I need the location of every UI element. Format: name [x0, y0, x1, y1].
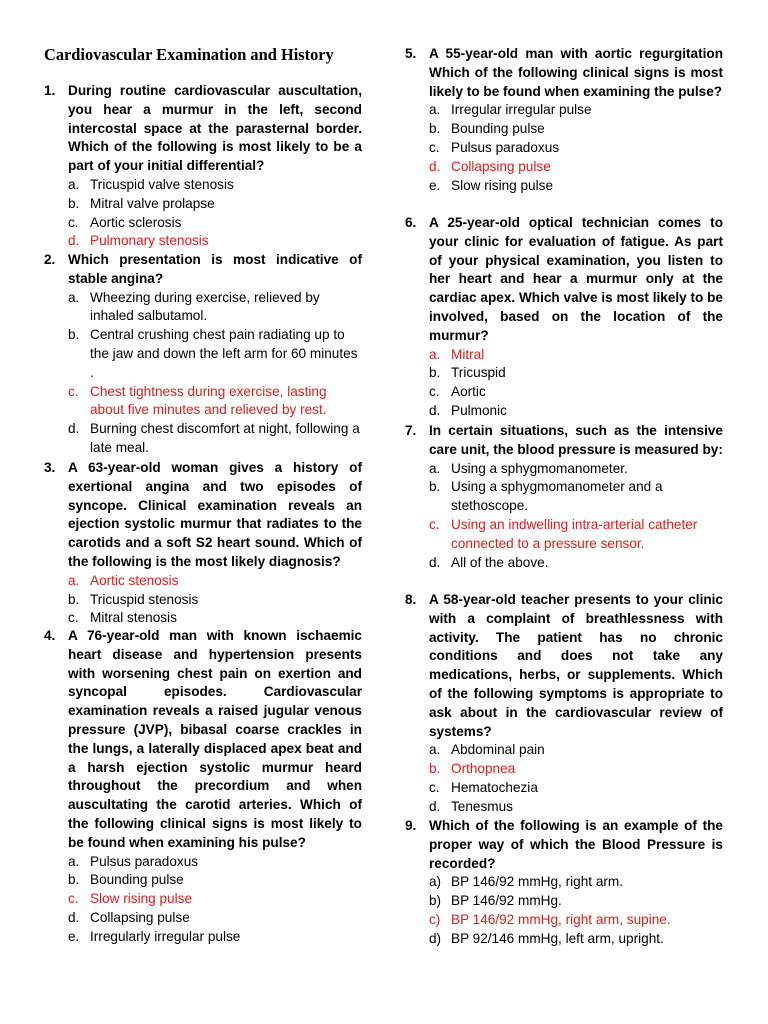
option-letter: e. [68, 928, 80, 944]
answer-option-correct [405, 346, 723, 365]
option-letter: e. [429, 177, 441, 193]
answer-option [44, 214, 362, 233]
option-text: Mitral [451, 346, 485, 362]
answer-option [405, 798, 723, 817]
option-text: BP 146/92 mmHg, right arm, supine. [451, 911, 671, 927]
option-text: Pulsus paradoxus [90, 853, 199, 869]
answer-option [405, 120, 723, 139]
answer-option-correct [405, 760, 723, 779]
answer-option [405, 554, 723, 573]
option-text: Collapsing pulse [451, 158, 551, 174]
option-letter: a. [68, 572, 80, 588]
option-text: Irregularly irregular pulse [90, 928, 241, 944]
answer-options [44, 853, 362, 947]
question-text: A 55-year-old man with aortic regurgitation Which of the following clinical signs is most likely to be found when examining the pulse? [429, 46, 723, 99]
option-text: Using a sphygmomanometer. [451, 460, 628, 476]
answer-option [44, 609, 362, 628]
question-text: A 58-year-old teacher presents to your clinic with a complaint of breathlessness with activity. The patient has no chronic conditions and does not take any medications, herbs, or supplements. Which of the following symptoms is appropriate to ask about in the cardiovascular review of systems? [429, 592, 723, 739]
question-text: During routine cardiovascular auscultation, you hear a murmur in the left, second intercostal space at the parasternal border. Which of the following is most likely to be a part of your initial differential? [68, 83, 362, 174]
answer-option [44, 928, 362, 947]
option-text: Central crushing chest pain radiating up to the jaw and down the left arm for 60 minutes . [90, 327, 358, 380]
option-letter: a. [429, 102, 441, 118]
question-8 [405, 591, 723, 817]
answer-option [405, 101, 723, 120]
option-letter: c. [68, 214, 79, 230]
option-letter: a. [68, 853, 80, 869]
option-text: Chest tightness during exercise, lasting about five minutes and relieved by rest. [90, 383, 327, 418]
answer-option [44, 909, 362, 928]
option-letter: c) [429, 911, 441, 927]
option-letter: c. [429, 779, 440, 795]
option-text: BP 146/92 mmHg. [451, 893, 562, 909]
option-text: Abdominal pain [451, 742, 545, 758]
question-stem [44, 459, 362, 572]
answer-option-correct [44, 232, 362, 251]
option-letter: d. [429, 554, 441, 570]
answer-options [44, 289, 362, 458]
option-text: Wheezing during exercise, relieved by inhaled salbutamol. [90, 289, 320, 324]
question-6 [405, 214, 723, 421]
answer-option [44, 326, 362, 382]
option-letter: b. [429, 479, 441, 495]
option-text: BP 146/92 mmHg, right arm. [451, 874, 624, 890]
question-text: In certain situations, such as the intensive care unit, the blood pressure is measured by: [429, 423, 723, 457]
option-letter: d. [68, 421, 80, 437]
option-text: BP 92/146 mmHg, left arm, upright. [451, 930, 664, 946]
answer-option [405, 930, 723, 949]
answer-options [405, 460, 723, 573]
answer-option-correct [44, 890, 362, 909]
question-number: 5. [405, 46, 417, 61]
option-text: Pulmonic [451, 402, 507, 418]
option-text: Orthopnea [451, 761, 516, 777]
option-text: Pulsus paradoxus [451, 139, 560, 155]
question-stem [405, 817, 723, 873]
answer-options [44, 176, 362, 251]
question-stem [44, 82, 362, 176]
question-number: 2. [44, 252, 56, 267]
question-number: 4. [44, 628, 56, 643]
answer-options [405, 101, 723, 195]
option-text: Slow rising pulse [451, 177, 553, 193]
answer-option [405, 873, 723, 892]
option-letter: a. [68, 289, 80, 305]
option-text: Tricuspid [451, 365, 506, 381]
option-letter: b) [429, 893, 442, 909]
option-text: Tenesmus [451, 798, 513, 814]
page-title: Cardiovascular Examination and History [44, 45, 334, 64]
question-4 [44, 627, 362, 947]
option-text: Collapsing pulse [90, 909, 190, 925]
option-letter: c. [429, 139, 440, 155]
answer-option [405, 478, 723, 516]
option-text: Mitral valve prolapse [90, 195, 215, 211]
option-letter: b. [68, 195, 80, 211]
option-letter: a. [429, 346, 441, 362]
answer-option [405, 460, 723, 479]
answer-option [44, 195, 362, 214]
question-text: Which presentation is most indicative of stable angina? [68, 252, 362, 286]
option-letter: d. [429, 798, 441, 814]
question-number: 1. [44, 83, 56, 98]
option-text: Hematochezia [451, 779, 538, 795]
option-letter: c. [68, 610, 79, 626]
option-letter: d. [68, 233, 80, 249]
question-7 [405, 422, 723, 572]
answer-option-correct [405, 516, 723, 554]
question-number: 8. [405, 592, 417, 607]
answer-option [44, 420, 362, 458]
question-number: 7. [405, 423, 417, 438]
answer-option [405, 383, 723, 402]
question-stem [44, 251, 362, 289]
answer-option [44, 853, 362, 872]
option-letter: a. [68, 176, 80, 192]
question-text: A 25-year-old optical technician comes to your clinic for evaluation of fatigue. As part of your physical examination, you listen to her heart and hear a murmur only at the cardiac apex. Which valve is most likely to be involved, based on the location of the murmur? [429, 215, 723, 343]
option-letter: d) [429, 930, 442, 946]
question-number: 6. [405, 215, 417, 230]
question-2 [44, 251, 362, 458]
option-letter: b. [429, 121, 441, 137]
answer-option [405, 741, 723, 760]
answer-options [405, 873, 723, 948]
answer-option [44, 176, 362, 195]
option-letter: c. [68, 383, 79, 399]
question-5 [405, 45, 723, 195]
option-text: Burning chest discomfort at night, following a late meal. [90, 421, 360, 455]
option-text: Mitral stenosis [90, 610, 177, 626]
option-letter: c. [429, 516, 440, 532]
option-letter: a. [429, 460, 441, 476]
answer-option [405, 779, 723, 798]
answer-options [405, 741, 723, 816]
option-letter: b. [429, 761, 441, 777]
option-letter: d. [429, 402, 441, 418]
question-text: A 63-year-old woman gives a history of exertional angina and two episodes of syncope. Clinical examination reveals an ejection systolic murmur that radiates to the carotids and a soft S2 heart sound. Which of the following is the most likely diagnosis? [68, 460, 362, 569]
option-letter: c. [68, 891, 79, 907]
option-letter: d. [68, 909, 80, 925]
answer-option [405, 177, 723, 196]
option-text: Tricuspid stenosis [90, 591, 199, 607]
option-text: All of the above. [451, 554, 549, 570]
option-letter: a. [429, 742, 441, 758]
answer-option-correct [405, 911, 723, 930]
answer-option [44, 591, 362, 610]
answer-option [405, 402, 723, 421]
answer-option [405, 139, 723, 158]
option-text: Pulmonary stenosis [90, 233, 209, 249]
option-text: Using an indwelling intra-arterial catheter connected to a pressure sensor. [451, 516, 698, 551]
option-letter: b. [68, 591, 80, 607]
option-text: Slow rising pulse [90, 891, 192, 907]
question-text: A 76-year-old man with known ischaemic heart disease and hypertension presents with worsening chest pain on exertion and syncopal episodes. Cardiovascular examination reveals a raised jugular venous pressure (JVP), bibasal coarse crackles in the lungs, a laterally displaced apex beat and a harsh ejection systolic murmur heard throughout the precordium and when auscultating the carotid arteries. Which of the following clinical signs is most likely to be found when examining his pulse? [68, 628, 362, 850]
option-text: Using a sphygmomanometer and a stethoscope. [451, 479, 663, 514]
option-letter: c. [429, 384, 440, 400]
answer-option-correct [44, 572, 362, 591]
question-number: 9. [405, 818, 417, 833]
answer-option-correct [405, 158, 723, 177]
answer-options [405, 346, 723, 421]
option-letter: b. [68, 872, 80, 888]
question-stem [405, 591, 723, 741]
question-3 [44, 459, 362, 628]
option-letter: a) [429, 874, 442, 890]
question-1 [44, 82, 362, 251]
option-text: Irregular irregular pulse [451, 102, 592, 118]
answer-option [405, 364, 723, 383]
question-text: Which of the following is an example of the proper way of which the Blood Pressure is recorded? [429, 818, 723, 871]
option-text: Bounding pulse [451, 121, 545, 137]
question-stem [405, 422, 723, 460]
answer-option [405, 892, 723, 911]
question-number: 3. [44, 460, 56, 475]
answer-option [44, 871, 362, 890]
question-stem [44, 627, 362, 853]
answer-option [44, 289, 362, 327]
option-letter: d. [429, 158, 441, 174]
answer-option-correct [44, 383, 362, 421]
question-9 [405, 817, 723, 949]
option-text: Bounding pulse [90, 872, 184, 888]
option-text: Aortic stenosis [90, 572, 179, 588]
answer-options [44, 572, 362, 628]
question-stem [405, 214, 723, 346]
option-text: Aortic [451, 384, 486, 400]
question-stem [405, 45, 723, 101]
option-text: Aortic sclerosis [90, 214, 182, 230]
option-text: Tricuspid valve stenosis [90, 176, 234, 192]
option-letter: b. [429, 365, 441, 381]
option-letter: b. [68, 327, 80, 343]
